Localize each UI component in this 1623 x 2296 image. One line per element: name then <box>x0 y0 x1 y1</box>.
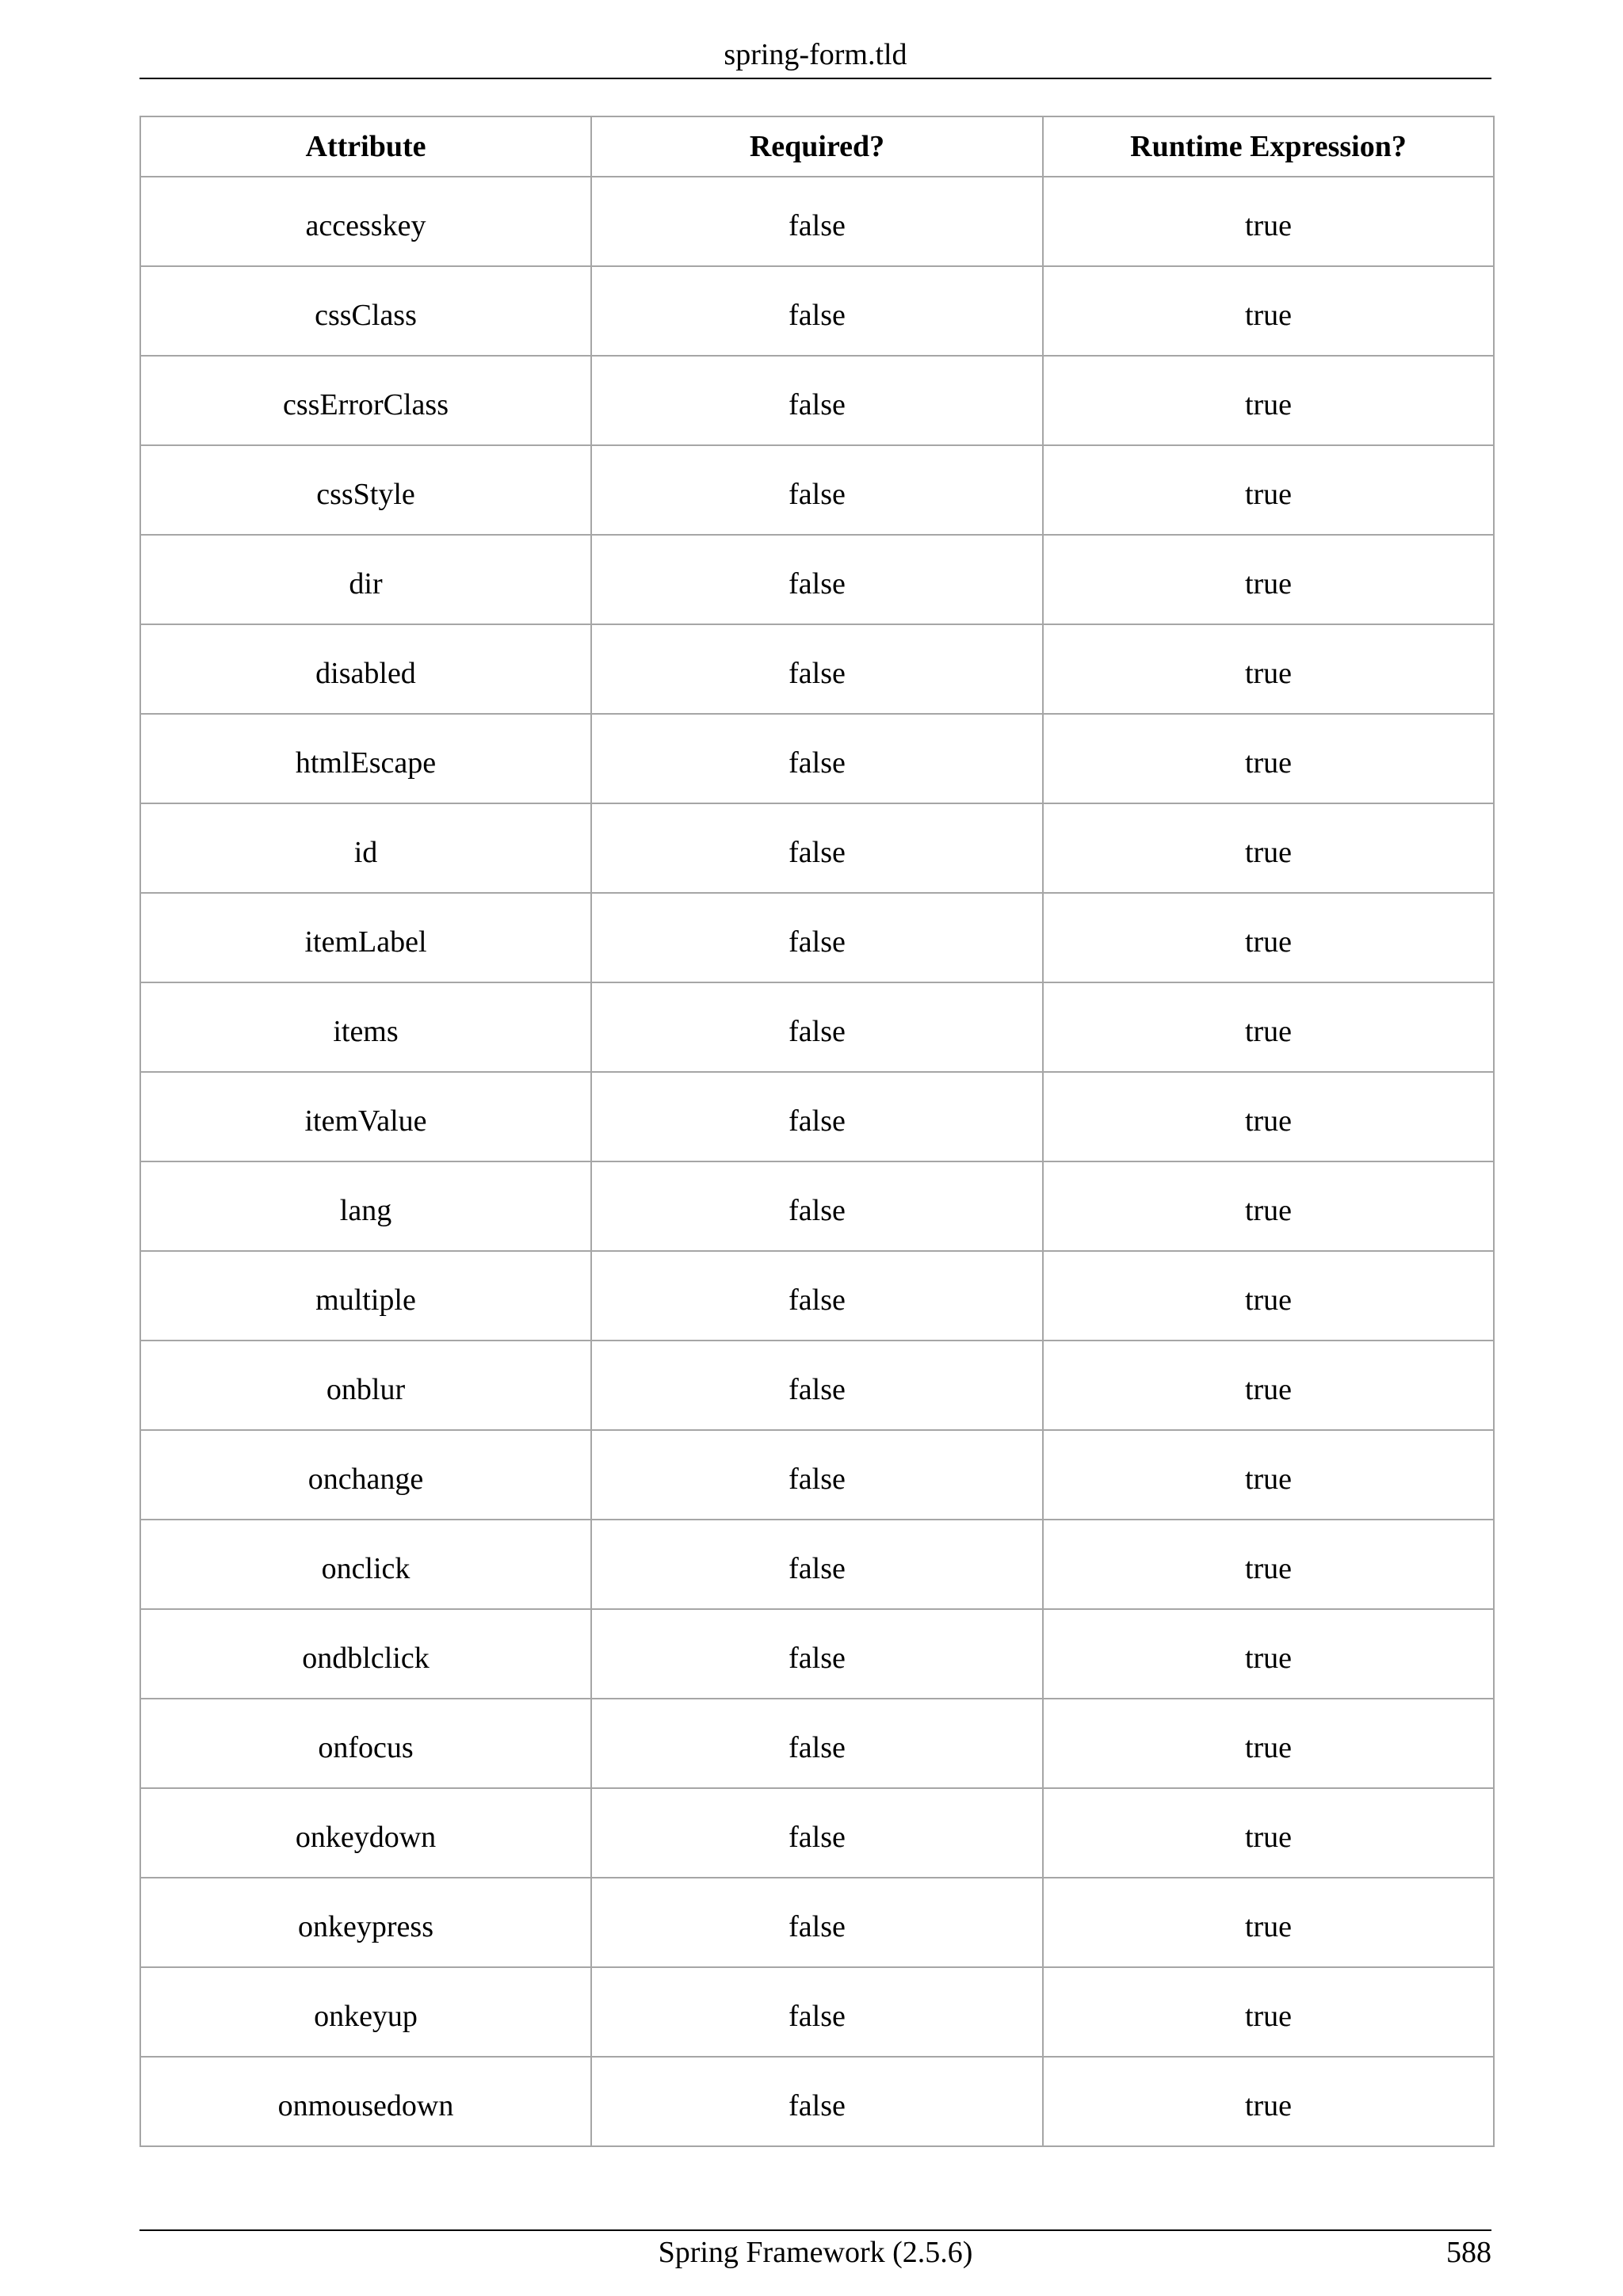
attribute-name-cell: dir <box>140 535 591 624</box>
runtime-expression-cell: true <box>1043 445 1494 535</box>
runtime-expression-cell: true <box>1043 177 1494 266</box>
table-row <box>140 803 1494 893</box>
column-header-runtime-expression: Runtime Expression? <box>1043 116 1494 177</box>
attribute-name-cell: ondblclick <box>140 1609 591 1699</box>
attribute-name-cell: onchange <box>140 1430 591 1520</box>
runtime-expression-cell: true <box>1043 1967 1494 2057</box>
required-cell: false <box>591 1161 1043 1251</box>
attribute-name-cell: onmousedown <box>140 2057 591 2146</box>
page-header-title: spring-form.tld <box>724 38 907 71</box>
attribute-name-cell: cssStyle <box>140 445 591 535</box>
table-row <box>140 1161 1494 1251</box>
column-header-attribute: Attribute <box>140 116 591 177</box>
attribute-table-head <box>140 116 1494 177</box>
runtime-expression-cell: true <box>1043 2057 1494 2146</box>
table-row <box>140 1520 1494 1609</box>
table-row <box>140 2057 1494 2146</box>
attribute-name-cell: htmlEscape <box>140 714 591 803</box>
attribute-name-cell: onclick <box>140 1520 591 1609</box>
attribute-name-cell: disabled <box>140 624 591 714</box>
attribute-table <box>139 116 1495 2147</box>
required-cell: false <box>591 1072 1043 1161</box>
table-row <box>140 1699 1494 1788</box>
required-cell: false <box>591 1251 1043 1341</box>
required-cell: false <box>591 266 1043 356</box>
table-row <box>140 1878 1494 1967</box>
table-row <box>140 624 1494 714</box>
table-row <box>140 714 1494 803</box>
attribute-name-cell: onkeydown <box>140 1788 591 1878</box>
attribute-name-cell: itemValue <box>140 1072 591 1161</box>
required-cell: false <box>591 982 1043 1072</box>
attribute-name-cell: multiple <box>140 1251 591 1341</box>
required-cell: false <box>591 1967 1043 2057</box>
table-row <box>140 1609 1494 1699</box>
runtime-expression-cell: true <box>1043 1072 1494 1161</box>
attribute-name-cell: cssErrorClass <box>140 356 591 445</box>
runtime-expression-cell: true <box>1043 982 1494 1072</box>
page-header <box>139 32 1491 79</box>
attribute-name-cell: onkeypress <box>140 1878 591 1967</box>
required-cell: false <box>591 1430 1043 1520</box>
table-row <box>140 893 1494 982</box>
required-cell: false <box>591 1609 1043 1699</box>
runtime-expression-cell: true <box>1043 624 1494 714</box>
attribute-name-cell: onblur <box>140 1341 591 1430</box>
required-cell: false <box>591 624 1043 714</box>
table-row <box>140 982 1494 1072</box>
required-cell: false <box>591 1878 1043 1967</box>
table-row <box>140 177 1494 266</box>
required-cell: false <box>591 445 1043 535</box>
runtime-expression-cell: true <box>1043 714 1494 803</box>
runtime-expression-cell: true <box>1043 1609 1494 1699</box>
column-header-required: Required? <box>591 116 1043 177</box>
required-cell: false <box>591 1788 1043 1878</box>
runtime-expression-cell: true <box>1043 535 1494 624</box>
runtime-expression-cell: true <box>1043 1788 1494 1878</box>
attribute-name-cell: items <box>140 982 591 1072</box>
runtime-expression-cell: true <box>1043 803 1494 893</box>
table-row <box>140 356 1494 445</box>
required-cell: false <box>591 803 1043 893</box>
required-cell: false <box>591 356 1043 445</box>
runtime-expression-cell: true <box>1043 1520 1494 1609</box>
table-row <box>140 1072 1494 1161</box>
runtime-expression-cell: true <box>1043 266 1494 356</box>
table-row <box>140 1967 1494 2057</box>
table-row <box>140 535 1494 624</box>
table-row <box>140 1430 1494 1520</box>
runtime-expression-cell: true <box>1043 1251 1494 1341</box>
attribute-name-cell: lang <box>140 1161 591 1251</box>
required-cell: false <box>591 1341 1043 1430</box>
attribute-name-cell: onkeyup <box>140 1967 591 2057</box>
runtime-expression-cell: true <box>1043 356 1494 445</box>
attribute-name-cell: accesskey <box>140 177 591 266</box>
runtime-expression-cell: true <box>1043 1430 1494 1520</box>
table-header-row <box>140 116 1494 177</box>
required-cell: false <box>591 714 1043 803</box>
page-footer <box>139 2229 1491 2274</box>
table-row <box>140 445 1494 535</box>
runtime-expression-cell: true <box>1043 1699 1494 1788</box>
table-row <box>140 266 1494 356</box>
table-row <box>140 1788 1494 1878</box>
required-cell: false <box>591 177 1043 266</box>
attribute-name-cell: id <box>140 803 591 893</box>
attribute-table-body <box>140 177 1494 2146</box>
runtime-expression-cell: true <box>1043 893 1494 982</box>
table-row <box>140 1341 1494 1430</box>
runtime-expression-cell: true <box>1043 1161 1494 1251</box>
runtime-expression-cell: true <box>1043 1341 1494 1430</box>
attribute-name-cell: itemLabel <box>140 893 591 982</box>
table-row <box>140 1251 1494 1341</box>
required-cell: false <box>591 893 1043 982</box>
required-cell: false <box>591 2057 1043 2146</box>
runtime-expression-cell: true <box>1043 1878 1494 1967</box>
required-cell: false <box>591 1520 1043 1609</box>
required-cell: false <box>591 1699 1043 1788</box>
attribute-name-cell: onfocus <box>140 1699 591 1788</box>
footer-title: Spring Framework (2.5.6) <box>658 2236 973 2269</box>
attribute-name-cell: cssClass <box>140 266 591 356</box>
required-cell: false <box>591 535 1043 624</box>
page-number: 588 <box>1446 2236 1491 2269</box>
